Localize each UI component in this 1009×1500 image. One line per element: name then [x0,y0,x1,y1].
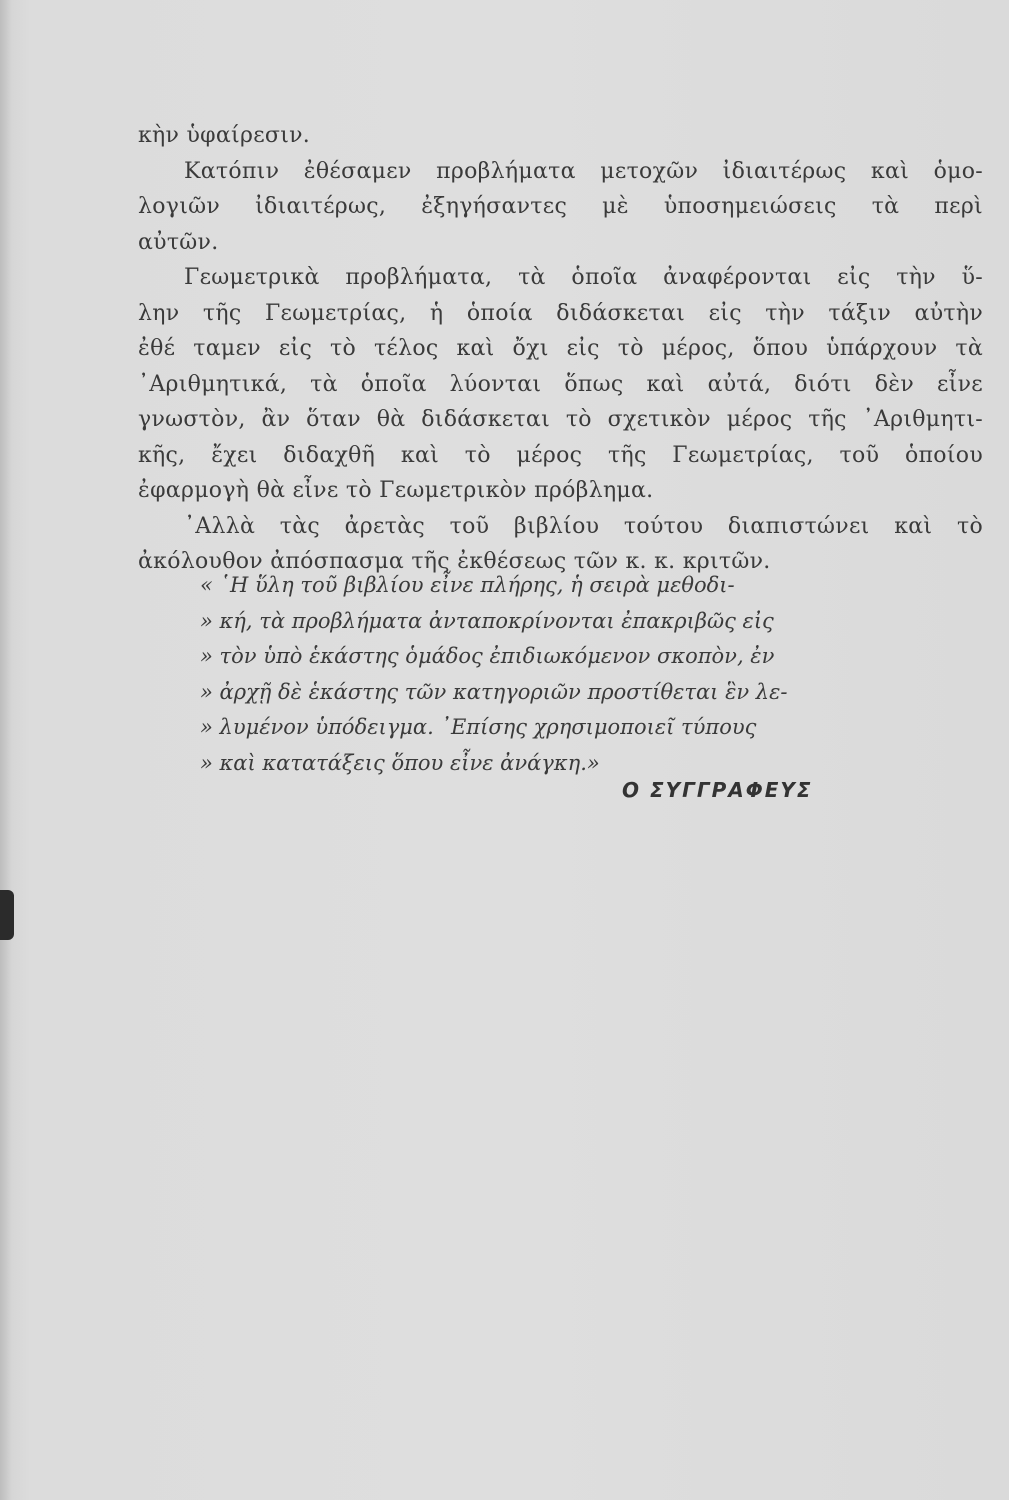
quote-line: » τὸν ὑπὸ ἑκάστης ὁμάδος ἐπιδιωκόμενον σκοπὸν, ἐν [200,644,775,668]
author-signature: Ο ΣΥΓΓΡΑΦΕΥΣ [622,778,813,802]
page-edge-tear [0,890,14,940]
body-line: ἐφαρμογὴ θὰ εἶνε τὸ Γεωμετρικὸν πρόβλημα. [138,478,654,503]
body-line: ἐθέ ταμεν εἰς τὸ τέλος καὶ ὄχι εἰς τὸ μέρος, ὅπου ὑπάρχουν τὰ [138,336,983,361]
reviewers-quote [200,568,935,781]
quote-line: » ἀρχῇ δὲ ἑκάστης τῶν κατηγοριῶν προστίθεται ἓν λε- [200,679,788,704]
quote-line: » κή, τὰ προβλήματα ἀνταποκρίνονται ἐπακριβῶς εἰς [200,608,774,633]
body-line: λην τῆς Γεωμετρίας, ἡ ὁποία διδάσκεται εἰς τὴν τάξιν αὐτὴν [138,300,983,326]
quote-line: » λυμένον ὑπόδειγμα. ᾿Επίσης χρησιμοποιεῖ τύπους [200,715,757,739]
body-line: γνωστὸν, ἂν ὅταν θὰ διδάσκεται τὸ σχετικὸν μέρος τῆς ᾿Αριθμητι- [138,407,983,432]
body-line: ᾿Αριθμητικά, τὰ ὁποῖα λύονται ὅπως καὶ αὐτά, διότι δὲν εἶνε [138,371,983,397]
body-text [138,118,983,580]
quote-line: « ῾Η ὕλη τοῦ βιβλίου εἶνε πλήρης, ἡ σειρὰ μεθοδι- [200,573,735,597]
quote-line: » καὶ κατατάξεις ὅπου εἶνε ἀνάγκη.» [200,750,600,775]
body-line: λογιῶν ἰδιαιτέρως, ἐξηγήσαντες μὲ ὑποσημειώσεις τὰ περὶ [138,194,983,219]
body-line: αὐτῶν. [138,229,219,255]
body-line: ἀκόλουθον ἀπόσπασμα τῆς ἐκθέσεως τῶν κ. κ. κριτῶν. [138,549,771,574]
body-line: Γεωμετρικὰ προβλήματα, τὰ ὁποῖα ἀναφέρονται εἰς τὴν ὕ- [184,265,983,290]
body-line: κὴν ὑφαίρεσιν. [138,123,311,148]
body-line: Κατόπιν ἐθέσαμεν προβλήματα μετοχῶν ἰδιαιτέρως καὶ ὁμο- [184,158,983,184]
body-line: ᾿Αλλὰ τὰς ἀρετὰς τοῦ βιβλίου τούτου διαπιστώνει καὶ τὸ [184,513,983,539]
body-line: κῆς, ἔχει διδαχθῆ καὶ τὸ μέρος τῆς Γεωμετρίας, τοῦ ὁποίου [138,442,983,468]
page-edge-shadow [0,0,12,1500]
